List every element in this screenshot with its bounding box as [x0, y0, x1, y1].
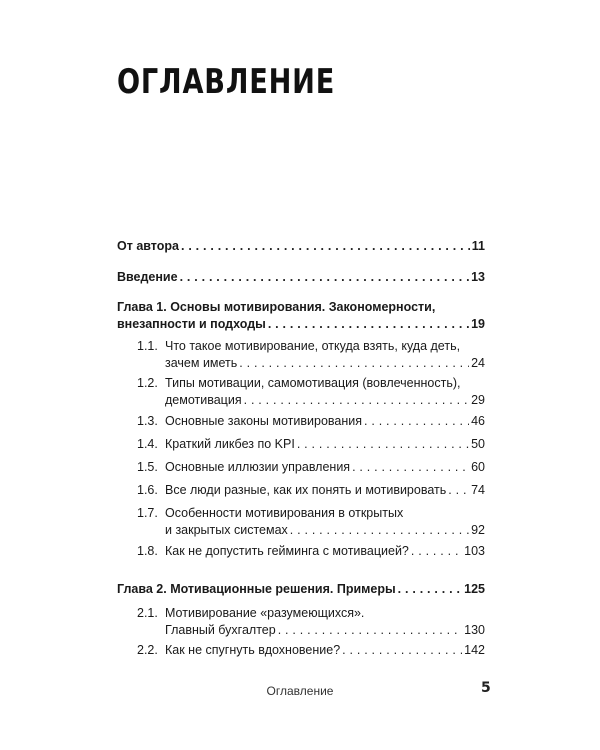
page-number: 5	[481, 680, 491, 696]
toc-entry-title: Что такое мотивирование, откуда взять, куда деть,	[165, 339, 461, 353]
toc-page-number: 19	[471, 317, 485, 331]
section-number: 1.2.	[137, 376, 158, 390]
toc-entry-1-2[interactable]	[137, 375, 485, 409]
leader-dots	[448, 482, 469, 499]
toc-entry-1-4[interactable]	[137, 436, 485, 453]
leader-dots	[239, 355, 469, 372]
section-number: 1.1.	[137, 339, 158, 353]
toc-page-number: 125	[464, 582, 485, 596]
toc-entry-title: Как не спугнуть вдохновение?	[165, 643, 341, 657]
section-number: 2.2.	[137, 643, 158, 657]
leader-dots	[297, 436, 469, 453]
toc-entry-from-author[interactable]	[117, 238, 485, 255]
toc-entry-title: Основные законы мотивирования	[165, 414, 362, 428]
toc-entry-chapter-1[interactable]	[117, 299, 485, 333]
section-number: 1.3.	[137, 414, 158, 428]
section-number: 1.7.	[137, 506, 158, 520]
leader-dots	[342, 642, 462, 659]
toc-entry-1-1[interactable]	[137, 338, 485, 372]
toc-entry-title-cont: Главный бухгалтер	[165, 623, 276, 637]
toc-entry-introduction[interactable]	[117, 269, 485, 286]
toc-entry-2-1[interactable]	[137, 605, 485, 639]
toc-entry-title: Глава 2. Мотивационные решения. Примеры	[117, 582, 396, 596]
toc-entry-1-3[interactable]	[137, 413, 485, 430]
toc-entry-title-cont: зачем иметь	[165, 356, 238, 370]
page-title: ОГЛАВЛЕНИЕ	[117, 62, 336, 102]
toc-entry-1-8[interactable]	[137, 543, 485, 560]
toc-entry-1-7[interactable]	[137, 505, 485, 539]
leader-dots	[352, 459, 469, 476]
toc-entry-title-cont: и закрытых системах	[165, 523, 288, 537]
toc-entry-title: От автора	[117, 239, 179, 253]
toc-entry-1-5[interactable]	[137, 459, 485, 476]
toc-entry-title: Типы мотивации, самомотивация (вовлеченность),	[165, 376, 461, 390]
toc-entry-title-cont: демотивация	[165, 393, 242, 407]
toc-page-number: 142	[464, 643, 485, 657]
toc-entry-title: Мотивирование «разумеющихся».	[165, 606, 365, 620]
toc-entry-title: Введение	[117, 270, 178, 284]
toc-page-number: 92	[471, 523, 485, 537]
leader-dots	[278, 622, 462, 639]
section-number: 1.8.	[137, 544, 158, 558]
toc-entry-title: Краткий ликбез по KPI	[165, 437, 295, 451]
toc-entry-2-2[interactable]	[137, 642, 485, 659]
toc-page-number: 24	[471, 356, 485, 370]
toc-page-number: 60	[471, 460, 485, 474]
toc-page-number: 103	[464, 544, 485, 558]
leader-dots	[411, 543, 462, 560]
toc-entry-title: Глава 1. Основы мотивирования. Закономерности,	[117, 300, 436, 314]
section-number: 1.6.	[137, 483, 158, 497]
toc-entry-title: Основные иллюзии управления	[165, 460, 351, 474]
leader-dots	[180, 269, 470, 286]
leader-dots	[290, 522, 469, 539]
toc-page-number: 13	[471, 270, 485, 284]
toc-page-number: 29	[471, 393, 485, 407]
section-number: 1.5.	[137, 460, 158, 474]
leader-dots	[364, 413, 469, 430]
section-number: 1.4.	[137, 437, 158, 451]
leader-dots	[181, 238, 470, 255]
toc-entry-title-cont: внезапности и подходы	[117, 317, 266, 331]
running-footer-title: Оглавление	[266, 684, 334, 698]
toc-page-number: 50	[471, 437, 485, 451]
toc-entry-title: Как не допустить гейминга с мотивацией?	[165, 544, 409, 558]
toc-entry-title: Особенности мотивирования в открытых	[165, 506, 404, 520]
toc-page-number: 74	[471, 483, 485, 497]
leader-dots	[398, 581, 462, 598]
leader-dots	[268, 316, 469, 333]
toc-entry-title: Все люди разные, как их понять и мотивировать	[165, 483, 447, 497]
toc-entry-chapter-2[interactable]	[117, 581, 485, 598]
leader-dots	[244, 392, 470, 409]
toc-entry-1-6[interactable]	[137, 482, 485, 499]
section-number: 2.1.	[137, 606, 158, 620]
toc-page-number: 46	[471, 414, 485, 428]
toc-page-number: 11	[471, 239, 485, 253]
toc-page-number: 130	[464, 623, 485, 637]
